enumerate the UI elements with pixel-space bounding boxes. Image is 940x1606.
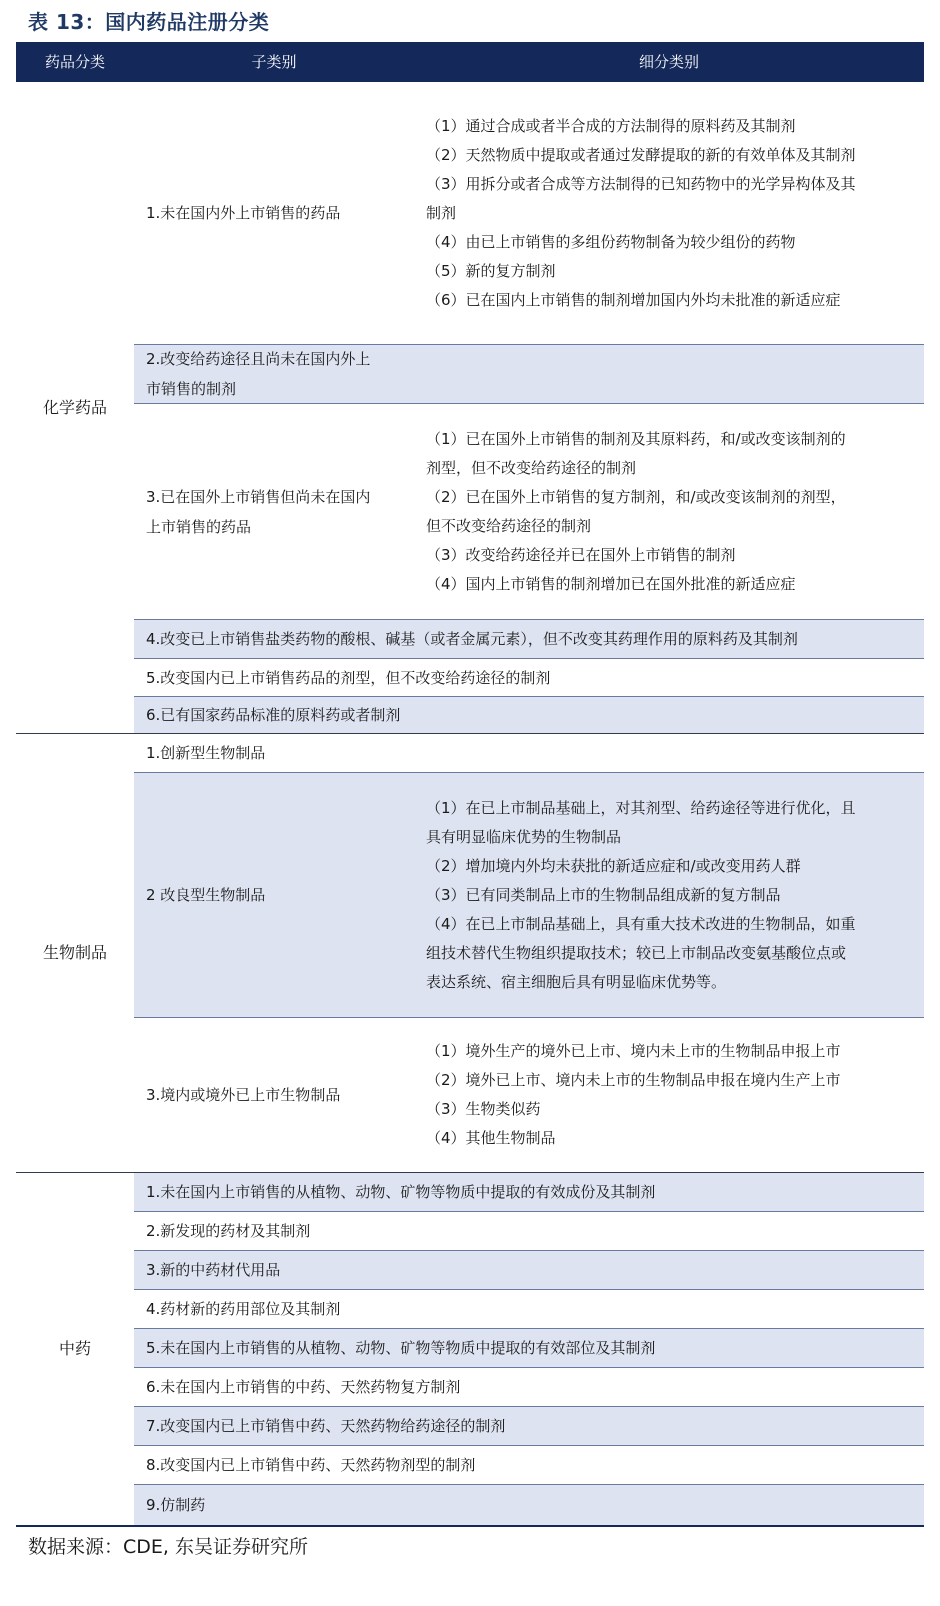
table-row [134,773,924,1017]
detail-line: （5）新的复方制剂 [426,261,556,280]
category-chemical: 化学药品 [42,398,107,417]
subcategory-cell: 4.改变已上市销售盐类药物的酸根、碱基（或者金属元素），但不改变其药理作用的原料药及其制剂 [146,630,798,648]
subcategory-cell: 3.新的中药材代用品 [146,1261,281,1279]
subcategory-cell: 6.未在国内上市销售的中药、天然药物复方制剂 [146,1378,461,1396]
table-row [134,1018,924,1172]
detail-line: （3）用拆分或者合成等方法制得的已知药物中的光学异构体及其 [426,174,856,193]
subcategory-cell: 5.改变国内已上市销售药品的剂型，但不改变给药途径的制剂 [146,668,551,687]
detail-cell [426,82,916,344]
detail-line: 具有明显临床优势的生物制品 [426,827,622,846]
subcategory-cell: 9.仿制药 [146,1496,206,1514]
table-row [134,1251,924,1289]
table-row [134,1212,924,1250]
category-tcm: 中药 [58,1339,91,1358]
detail-line: （1）通过合成或者半合成的方法制得的原料药及其制剂 [426,116,796,135]
detail-line: （4）国内上市销售的制剂增加已在国外批准的新适应症 [426,574,796,593]
subcategory-cell: 6.已有国家药品标准的原料药或者制剂 [146,706,401,724]
detail-line: 表达系统、宿主细胞后具有明显临床优势等。 [426,972,727,991]
detail-line: （4）由已上市销售的多组份药物制备为较少组份的药物 [426,232,796,251]
detail-line: 但不改变给药途径的制剂 [426,516,592,535]
detail-line: （2）境外已上市、境内未上市的生物制品申报在境内生产上市 [426,1071,841,1089]
detail-line: （2）天然物质中提取或者通过发酵提取的新的有效单体及其制剂 [426,145,856,164]
detail-line: （6）已在国内上市销售的制剂增加国内外均未批准的新适应症 [426,290,841,309]
table-row [134,697,924,733]
subcategory-cell: 2 改良型生物制品 [146,886,266,904]
table-row [134,1485,924,1525]
table-row [134,1290,924,1328]
header-category: 药品分类 [44,53,105,71]
table-row [134,734,924,772]
table-row [134,404,924,619]
detail-line: （4）在已上市制品基础上，具有重大技术改进的生物制品，如重 [426,914,856,933]
table-bottom-rule [16,1525,924,1527]
table-row [134,1407,924,1445]
detail-line: 剂型，但不改变给药途径的制剂 [426,458,637,477]
table-row [134,82,924,344]
detail-cell [426,773,916,1017]
detail-line: （4）其他生物制品 [426,1129,556,1147]
table-title: 表 13：国内药品注册分类 [28,10,270,34]
table-row [134,1329,924,1367]
detail-line: 制剂 [426,203,457,222]
header-subcategory: 子类别 [251,53,297,71]
detail-line: （3）已有同类制品上市的生物制品组成新的复方制品 [426,885,781,904]
table-row [134,1173,924,1211]
subcategory-cell: 5.未在国内上市销售的从植物、动物、矿物等物质中提取的有效部位及其制剂 [146,1339,656,1357]
subcategory-cell: 2.新发现的药材及其制剂 [146,1222,311,1240]
table-row [134,620,924,658]
detail-line: （1）境外生产的境外已上市、境内未上市的生物制品申报上市 [426,1042,841,1060]
subcategory-cell [146,404,416,619]
detail-line: （1）已在国外上市销售的制剂及其原料药，和/或改变该制剂的 [426,429,846,448]
subcategory-line: 2.改变给药途径且尚未在国内外上 [146,350,371,368]
table-row [134,1446,924,1484]
table-row [134,345,924,403]
subcategory-line: 3.已在国外上市销售但尚未在国内 [146,487,371,506]
table-row [134,1368,924,1406]
subcategory-cell: 7.改变国内已上市销售中药、天然药物给药途径的制剂 [146,1417,506,1435]
detail-line: 组技术替代生物组织提取技术；较已上市制品改变氨基酸位点或 [426,943,847,962]
subcategory-cell: 1.未在国内外上市销售的药品 [146,204,341,222]
subcategory-cell: 3.境内或境外已上市生物制品 [146,1086,341,1104]
detail-cell [426,404,916,619]
table-row [134,659,924,696]
subcategory-cell: 4.药材新的药用部位及其制剂 [146,1300,341,1318]
header-detail: 细分类别 [638,53,699,71]
detail-cell [426,1018,916,1172]
subcategory-line: 市销售的制剂 [146,380,237,398]
detail-line: （2）已在国外上市销售的复方制剂，和/或改变该制剂的剂型， [426,487,846,506]
detail-line: （3）改变给药途径并已在国外上市销售的制剂 [426,545,736,564]
detail-line: （3）生物类似药 [426,1100,541,1118]
subcategory-cell: 1.创新型生物制品 [146,744,266,762]
subcategory-cell [146,345,416,403]
category-biologics: 生物制品 [42,943,107,962]
table-header [16,42,924,82]
subcategory-cell: 8.改变国内已上市销售中药、天然药物剂型的制剂 [146,1456,476,1474]
subcategory-cell: 1.未在国内上市销售的从植物、动物、矿物等物质中提取的有效成份及其制剂 [146,1183,656,1201]
source-note: 数据来源：CDE, 东吴证券研究所 [28,1536,308,1558]
detail-line: （1）在已上市制品基础上，对其剂型、给药途径等进行优化，且 [426,798,856,817]
detail-line: （2）增加境内外均未获批的新适应症和/或改变用药人群 [426,856,801,875]
subcategory-line: 上市销售的药品 [146,517,252,536]
